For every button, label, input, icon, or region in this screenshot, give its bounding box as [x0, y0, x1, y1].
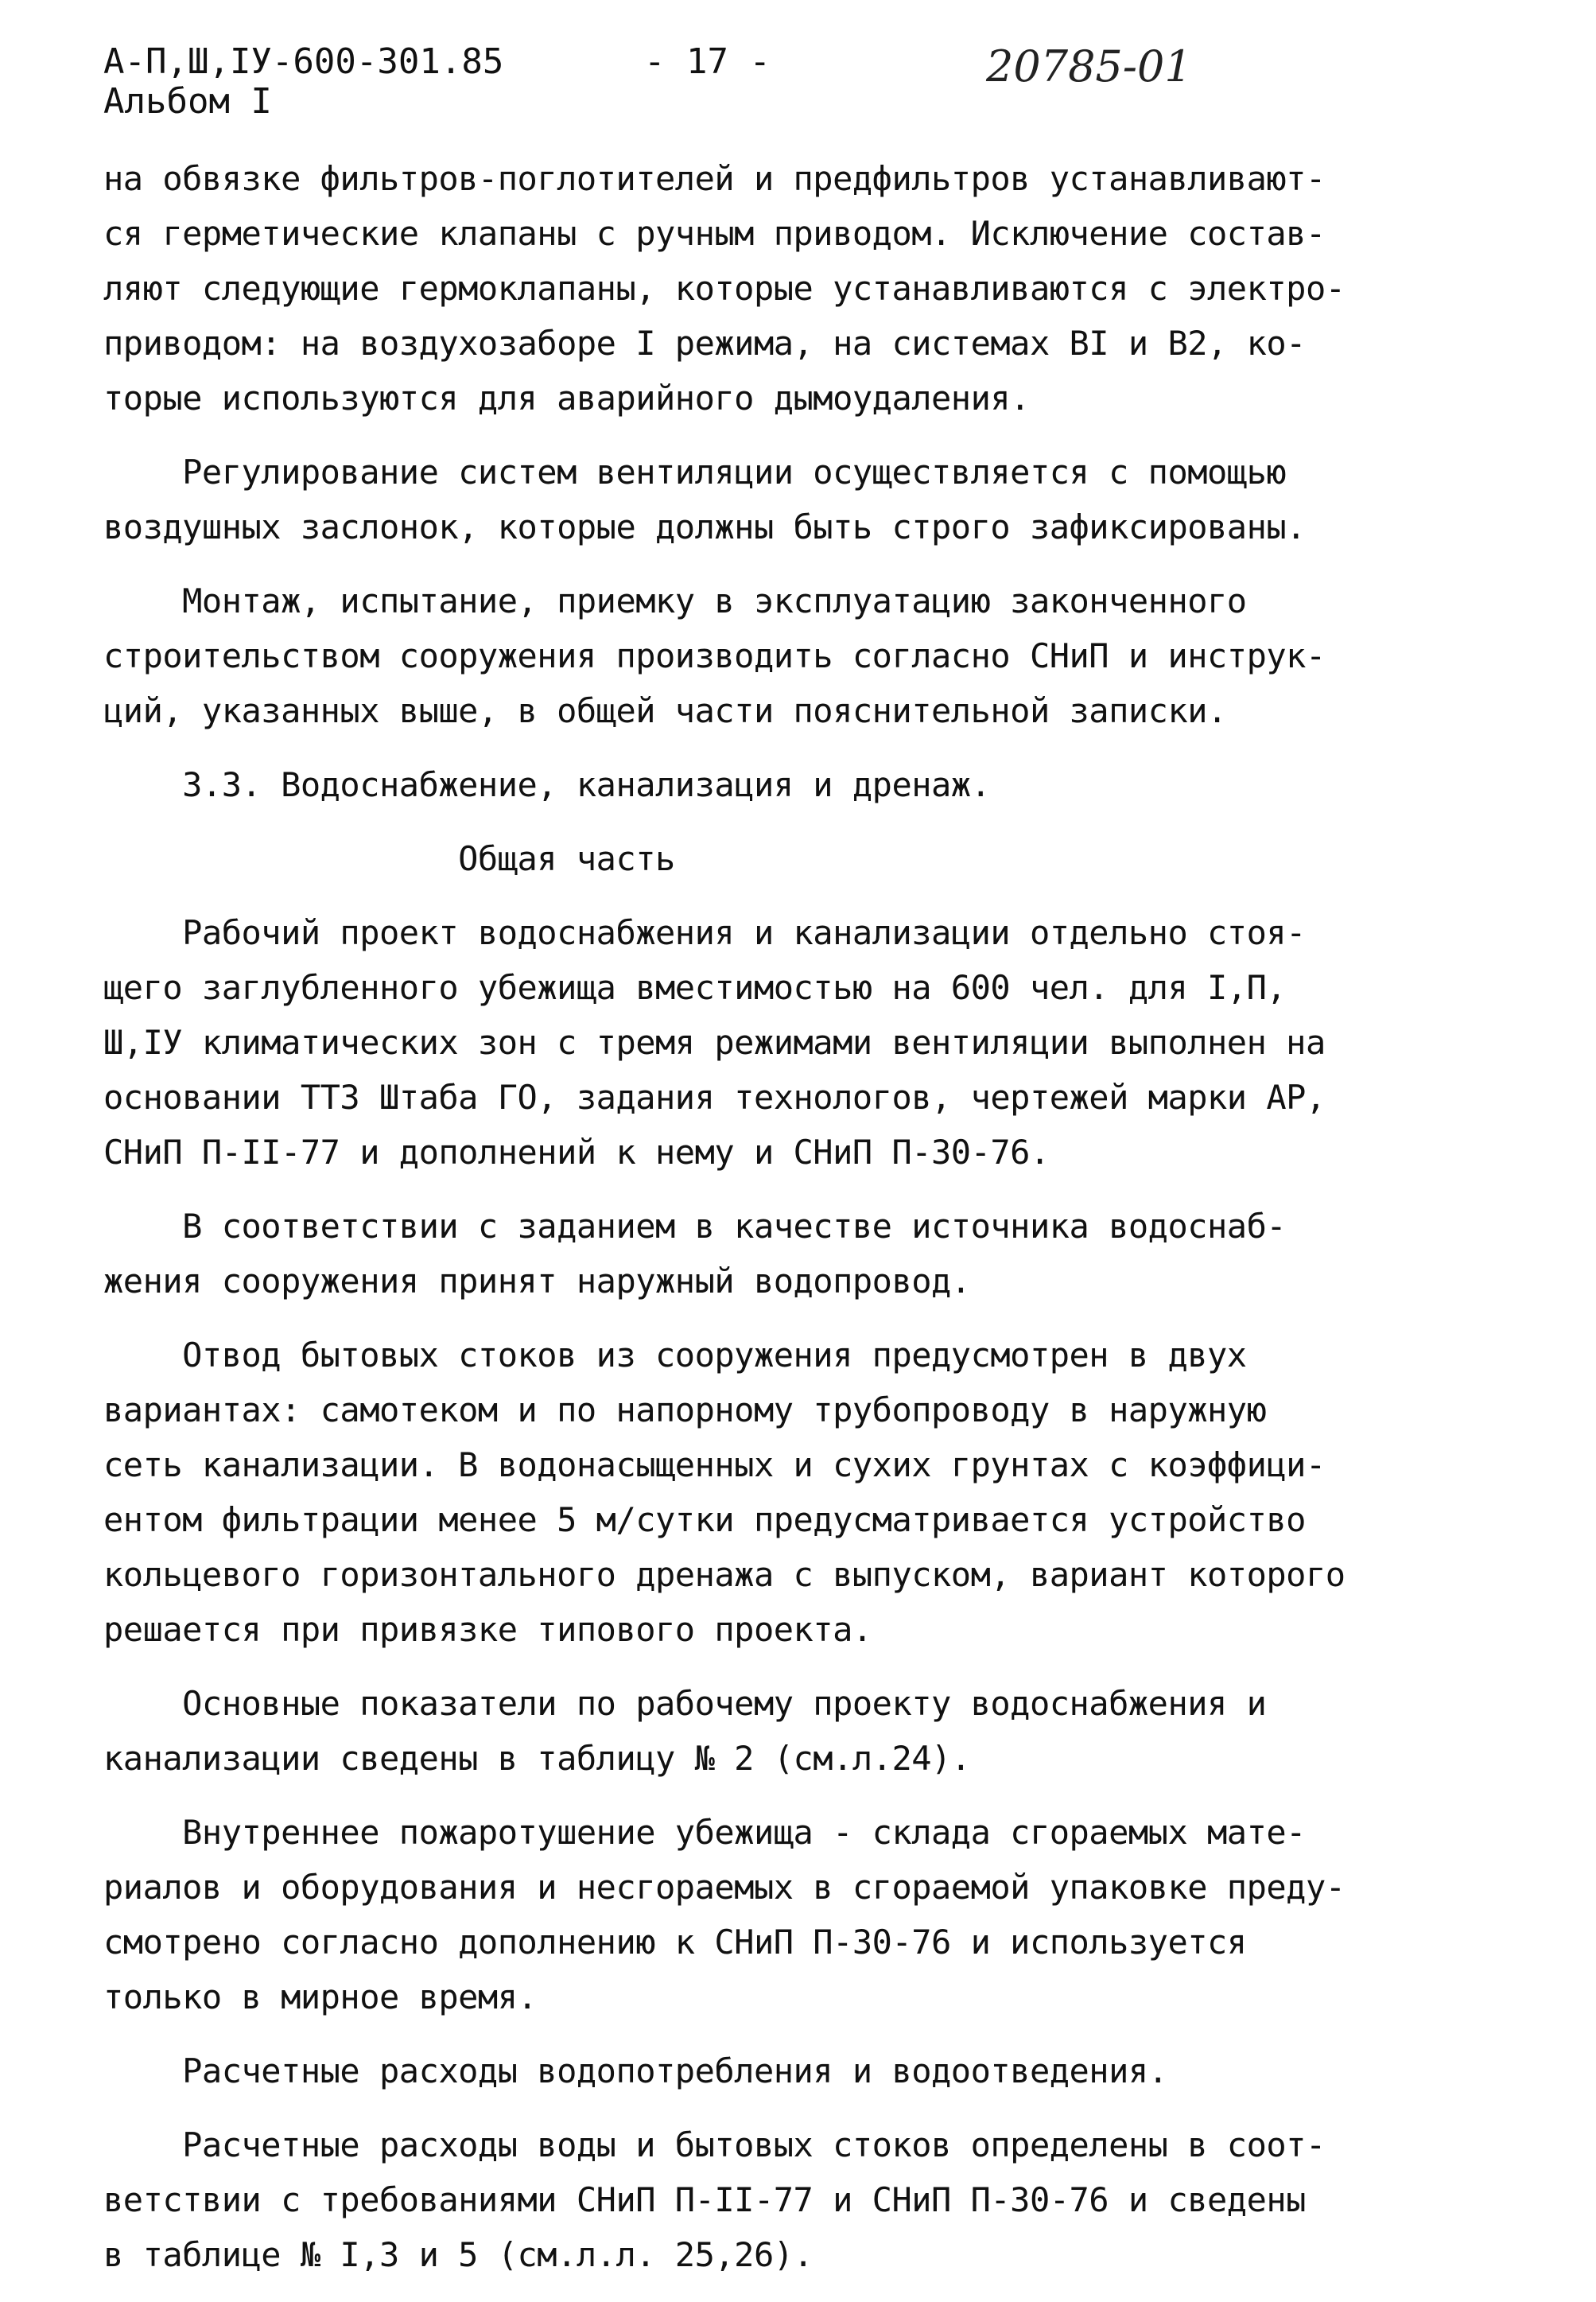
text-line: ветствии с требованиями СНиП П-II-77 и СНиП П-30-76 и сведены — [103, 2180, 1306, 2219]
text-line: ентом фильтрации менее 5 м/сутки предусматривается устройство — [103, 1500, 1306, 1539]
page-header — [103, 40, 1503, 127]
paragraph-gap — [103, 1180, 1519, 1199]
paragraph-gap — [103, 554, 1519, 574]
album-label: Альбом I — [103, 81, 272, 122]
text-line: Внутреннее пожаротушение убежища - склада сгораемых мате- — [103, 1813, 1306, 1852]
text-line: сеть канализации. В водонасыщенных и сухих грунтах с коэффици- — [103, 1445, 1326, 1484]
paragraph — [103, 905, 1519, 1180]
text-line: смотрено согласно дополнению к СНиП П-30-76 и используется — [103, 1923, 1247, 1962]
text-line: воздушных заслонок, которые должны быть строго зафиксированы. — [103, 507, 1306, 546]
paragraph-gap — [103, 886, 1519, 905]
paragraph-gap — [103, 812, 1519, 831]
text-line: Монтаж, испытание, приемку в эксплуатацию законченного — [103, 581, 1247, 620]
paragraph — [103, 757, 1519, 812]
paragraph — [103, 1676, 1519, 1786]
text-line: Ш,IУ климатических зон с тремя режимами вентиляции выполнен на — [103, 1023, 1326, 1062]
paragraph — [103, 1328, 1519, 1657]
text-line: Общая часть — [103, 839, 675, 878]
body-text — [103, 151, 1519, 2282]
text-line: риалов и оборудования и несгораемых в сгораемой упаковке преду- — [103, 1868, 1346, 1907]
text-line: приводом: на воздухозаборе I режима, на системах BI и B2, ко- — [103, 324, 1306, 363]
text-line: основании ТТЗ Штаба ГО, задания технологов, чертежей марки АР, — [103, 1078, 1326, 1117]
paragraph — [103, 1805, 1519, 2024]
paragraph-gap — [103, 2024, 1519, 2043]
text-line: ся герметические клапаны с ручным приводом. Исключение состав- — [103, 214, 1326, 253]
text-line: кольцевого горизонтального дренажа с выпуском, вариант которого — [103, 1555, 1346, 1594]
text-line: Основные показатели по рабочему проекту водоснабжения и — [103, 1684, 1267, 1723]
text-line: канализации сведены в таблицу № 2 (см.л.24). — [103, 1739, 971, 1778]
text-line: ций, указанных выше, в общей части пояснительной записки. — [103, 691, 1227, 730]
text-line: Отвод бытовых стоков из сооружения предусмотрен в двух — [103, 1336, 1247, 1375]
page-number: - 17 - — [644, 41, 771, 82]
paragraph-gap — [103, 2098, 1519, 2117]
text-line: жения сооружения принят наружный водопровод. — [103, 1262, 971, 1301]
text-line: торые используются для аварийного дымоудаления. — [103, 379, 1030, 418]
text-line: Расчетные расходы водопотребления и водоотведения. — [103, 2051, 1168, 2090]
text-line: В соответствии с заданием в качестве источника водоснаб- — [103, 1207, 1287, 1246]
handwritten-document-number: 20785-01 — [986, 41, 1192, 91]
paragraph-gap — [103, 1786, 1519, 1805]
text-line: решается при привязке типового проекта. — [103, 1610, 872, 1649]
paragraph — [103, 445, 1519, 554]
paragraph — [103, 574, 1519, 738]
text-line: Рабочий проект водоснабжения и канализации отдельно стоя- — [103, 913, 1306, 952]
text-line: Регулирование систем вентиляции осуществляется с помощью — [103, 453, 1287, 492]
paragraph — [103, 831, 1519, 886]
paragraph-gap — [103, 738, 1519, 757]
paragraph — [103, 2043, 1519, 2098]
paragraph — [103, 2117, 1519, 2282]
text-line: СНиП П-II-77 и дополнений к нему и СНиП П-30-76. — [103, 1133, 1050, 1172]
text-line: строительством сооружения производить согласно СНиП и инструк- — [103, 636, 1326, 675]
paragraph-gap — [103, 426, 1519, 445]
document-code: А-П,Ш,IУ-600-301.85 — [103, 41, 504, 82]
text-line: в таблице № I,3 и 5 (см.л.л. 25,26). — [103, 2235, 814, 2274]
text-line: только в мирное время. — [103, 1977, 538, 2016]
paragraph-gap — [103, 1657, 1519, 1676]
paragraph-gap — [103, 1308, 1519, 1328]
text-line: вариантах: самотеком и по напорному трубопроводу в наружную — [103, 1390, 1267, 1429]
text-line: 3.3. Водоснабжение, канализация и дренаж. — [103, 765, 991, 804]
text-line: ляют следующие гермоклапаны, которые устанавливаются с электро- — [103, 269, 1346, 308]
text-line: Расчетные расходы воды и бытовых стоков определены в соот- — [103, 2125, 1326, 2164]
paragraph — [103, 151, 1519, 426]
text-line: на обвязке фильтров-поглотителей и предфильтров устанавливают- — [103, 159, 1326, 198]
text-line: щего заглубленного убежища вместимостью на 600 чел. для I,П, — [103, 968, 1287, 1007]
paragraph — [103, 1199, 1519, 1308]
